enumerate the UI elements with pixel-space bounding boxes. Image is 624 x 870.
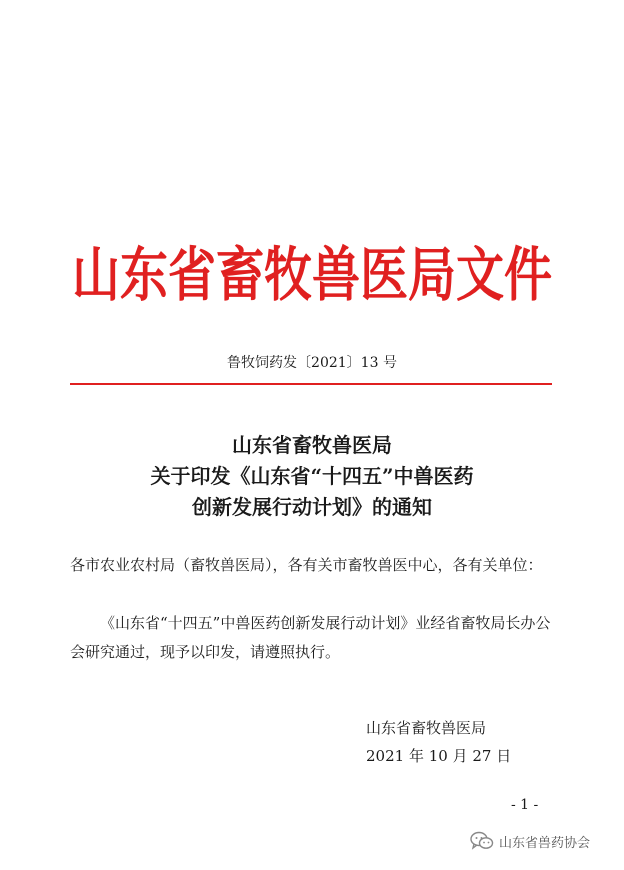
document-number: 鲁牧饲药发〔2021〕13 号 bbox=[227, 355, 397, 371]
body-paragraph: 《山东省“十四五”中兽医药创新发展行动计划》业经省畜牧局长办公会研究通过，现予以印发，请遵照执行。 bbox=[70, 614, 551, 661]
notice-title bbox=[0, 430, 624, 523]
signature-organization: 山东省畜牧兽医局 bbox=[366, 719, 487, 737]
red-divider bbox=[70, 383, 552, 385]
signature-date: 2021 年 10 月 27 日 bbox=[366, 747, 512, 765]
notice-title-line-3: 创新发展行动计划》的通知 bbox=[192, 495, 432, 519]
page-number: - 1 - bbox=[511, 797, 539, 813]
notice-title-line-2: 关于印发《山东省“十四五”中兽医药 bbox=[150, 464, 474, 488]
watermark-text: 山东省兽药协会 bbox=[499, 835, 591, 851]
document-header-title: 山东省畜牧兽医局文件 bbox=[71, 241, 552, 310]
wechat-icon bbox=[470, 831, 494, 851]
salutation: 各市农业农村局（畜牧兽医局），各有关市畜牧兽医中心，各有关单位： bbox=[70, 556, 543, 574]
notice-title-line-1: 山东省畜牧兽医局 bbox=[232, 433, 392, 457]
source-watermark bbox=[470, 830, 590, 852]
